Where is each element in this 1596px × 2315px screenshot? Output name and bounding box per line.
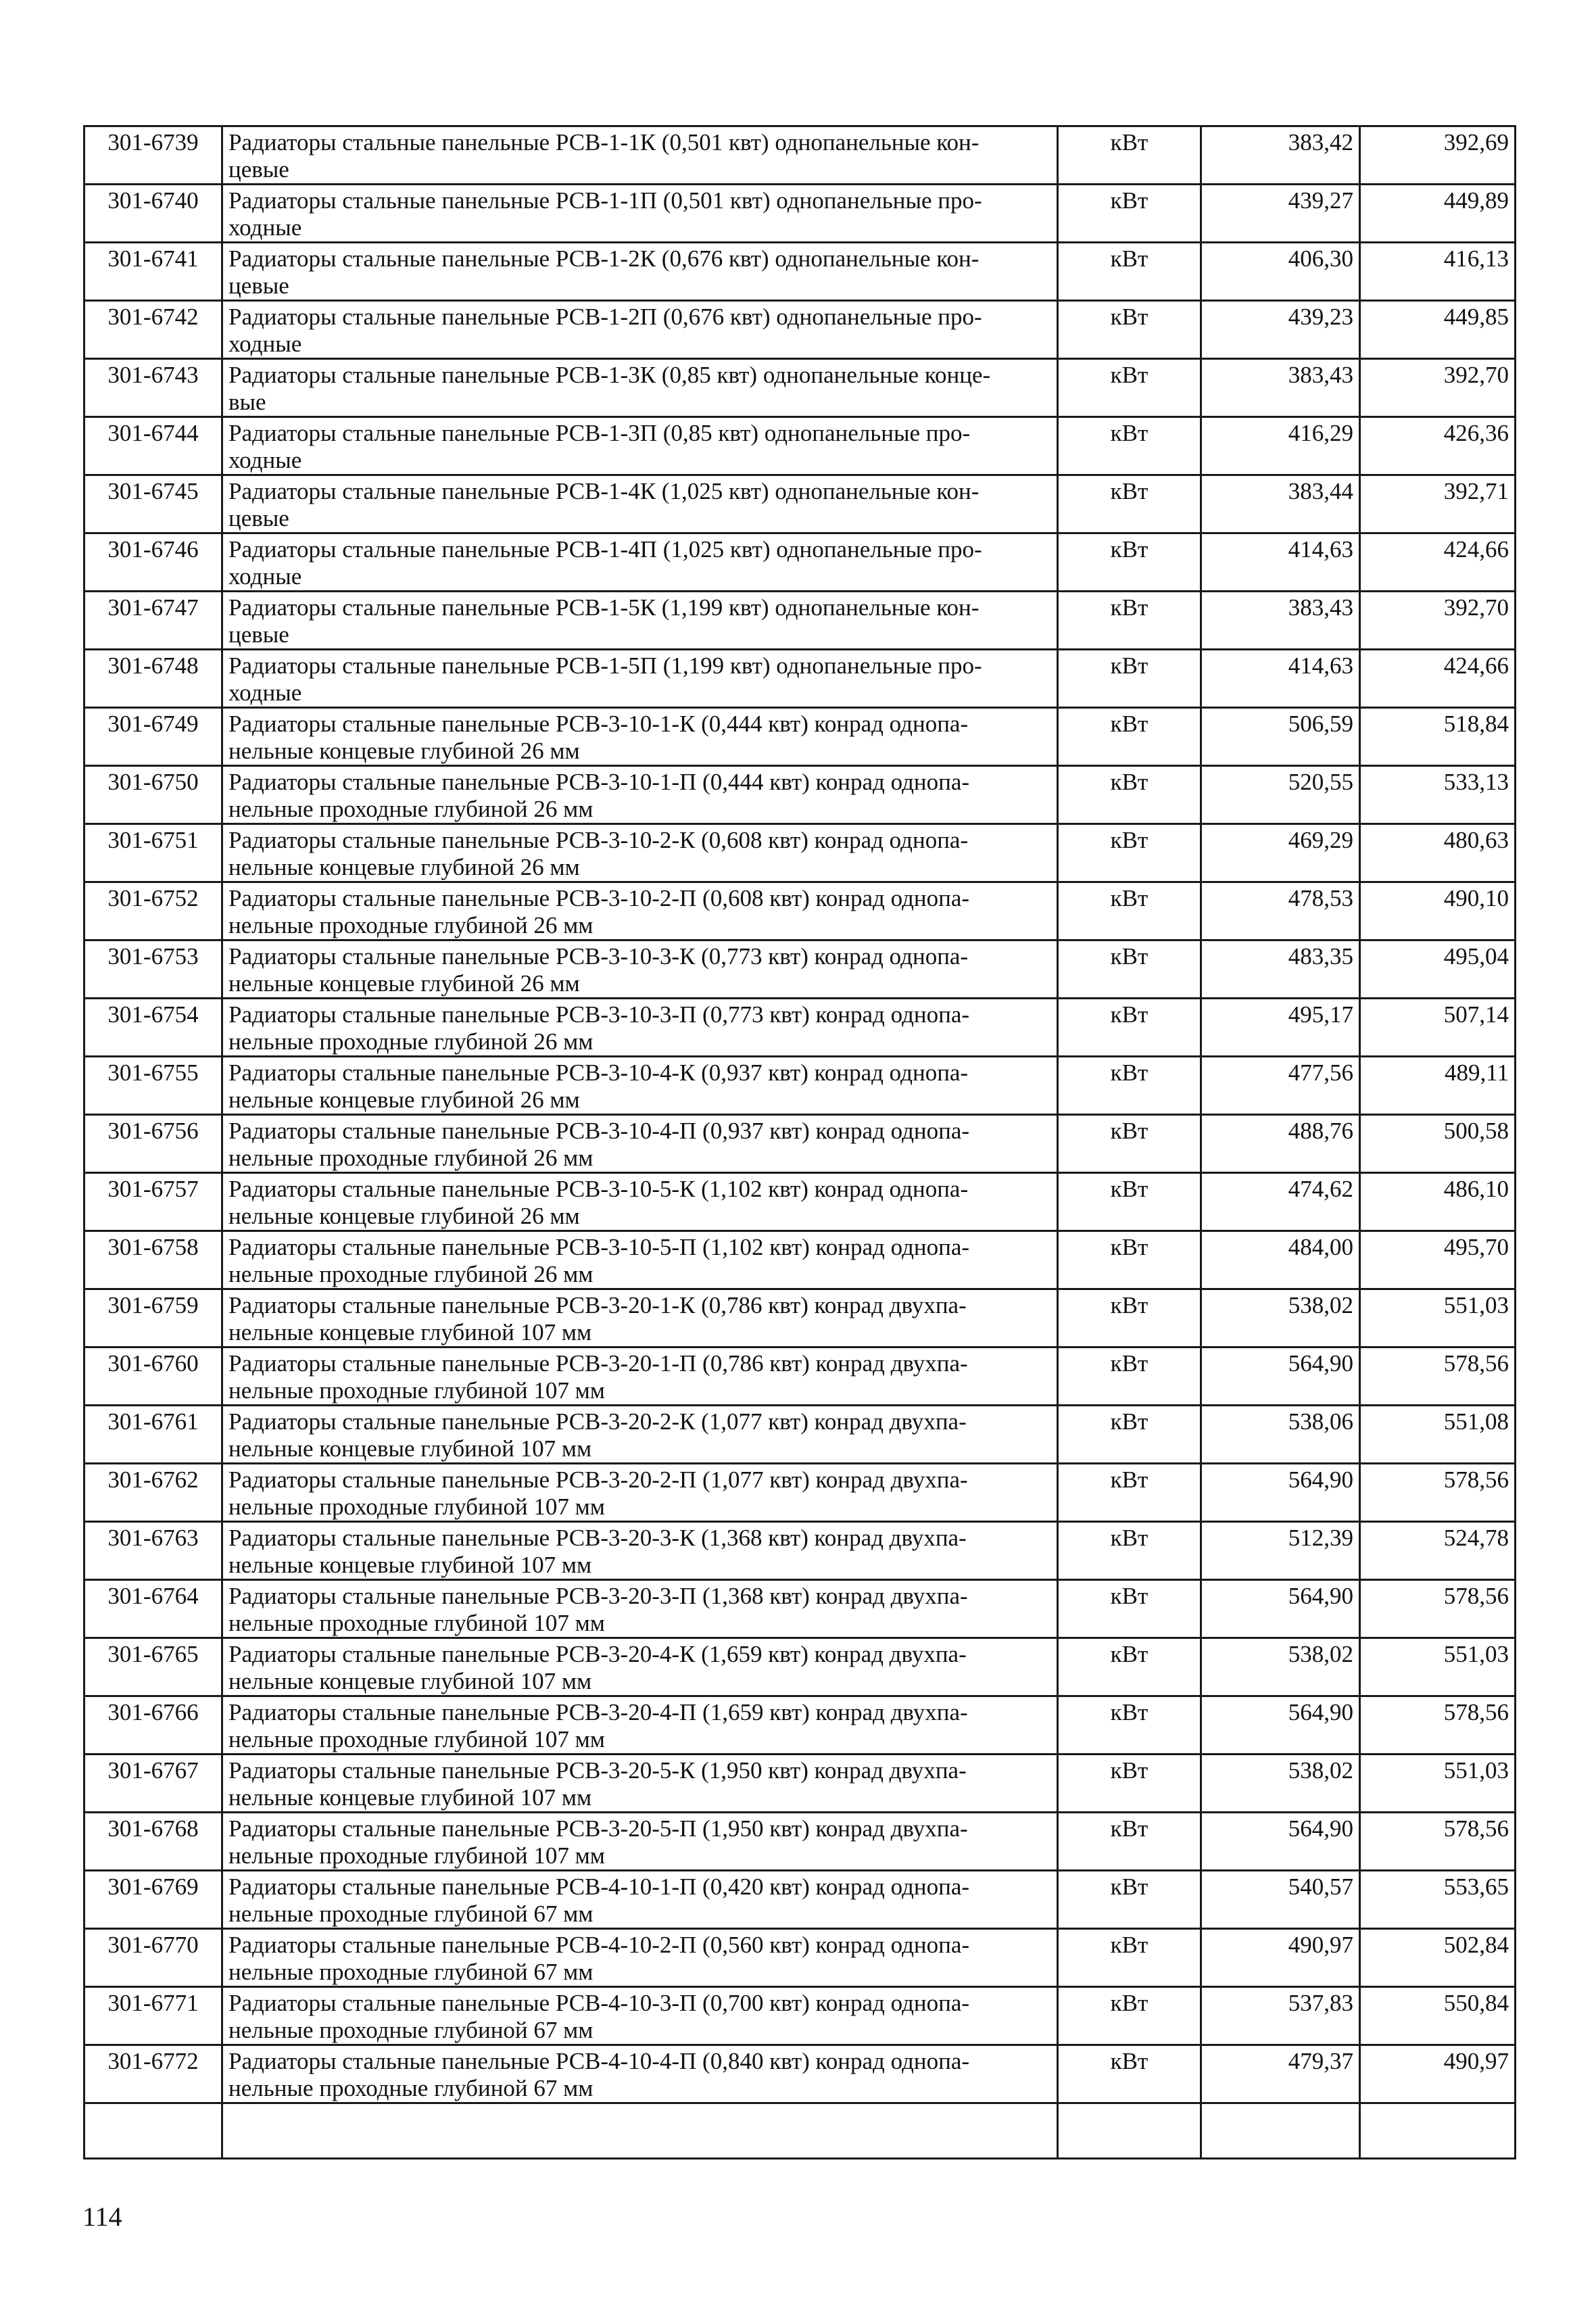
price-2-cell: 489,11 (1360, 1057, 1516, 1115)
item-description-cell (222, 243, 1058, 301)
description-line: Радиаторы стальные панельные РСВ-3-10-1-П (0,444 квт) конрад однопа- (228, 769, 970, 795)
page-number: 114 (82, 2201, 122, 2232)
price-2-cell: 486,10 (1360, 1173, 1516, 1231)
item-description-cell (222, 1813, 1058, 1871)
item-code-cell: 301-6741 (84, 243, 222, 301)
description-line: Радиаторы стальные панельные РСВ-3-10-3-П (0,773 квт) конрад однопа- (228, 1001, 970, 1028)
item-description-cell (222, 417, 1058, 475)
item-description-cell (222, 1638, 1058, 1696)
item-code-cell: 301-6763 (84, 1522, 222, 1580)
unit-cell: кВт (1058, 882, 1201, 940)
item-description-cell (222, 1347, 1058, 1406)
price-1-cell: 416,29 (1201, 417, 1360, 475)
unit-cell: кВт (1058, 2045, 1201, 2103)
table-row (84, 766, 1516, 824)
description-line: Радиаторы стальные панельные РСВ-3-10-5-К (1,102 квт) конрад однопа- (228, 1176, 969, 1202)
table-row (84, 533, 1516, 592)
price-2-cell: 578,56 (1360, 1347, 1516, 1406)
price-2-cell: 495,70 (1360, 1231, 1516, 1289)
item-description-cell (222, 1755, 1058, 1813)
description-line: Радиаторы стальные панельные РСВ-3-20-4-К (1,659 квт) конрад двухпа- (228, 1641, 967, 1667)
table-row (84, 2045, 1516, 2103)
unit-cell: кВт (1058, 1871, 1201, 1929)
unit-cell: кВт (1058, 1580, 1201, 1638)
price-1-cell: 483,35 (1201, 940, 1360, 999)
item-description-cell (222, 475, 1058, 533)
description-line: ходные (228, 563, 302, 590)
price-2-cell: 518,84 (1360, 708, 1516, 766)
price-1-cell: 538,02 (1201, 1755, 1360, 1813)
item-description-cell (222, 1231, 1058, 1289)
price-1-cell: 538,06 (1201, 1406, 1360, 1464)
unit-cell: кВт (1058, 999, 1201, 1057)
item-description-cell (222, 1464, 1058, 1522)
item-code-cell: 301-6747 (84, 592, 222, 650)
table-row (84, 882, 1516, 940)
price-1-cell: 564,90 (1201, 1347, 1360, 1406)
price-2-cell: 392,71 (1360, 475, 1516, 533)
table-row (84, 1638, 1516, 1696)
description-line: Радиаторы стальные панельные РСВ-3-20-1-К (0,786 квт) конрад двухпа- (228, 1292, 967, 1318)
item-code-cell: 301-6761 (84, 1406, 222, 1464)
table-row (84, 417, 1516, 475)
item-code-cell: 301-6744 (84, 417, 222, 475)
unit-cell: кВт (1058, 824, 1201, 882)
price-1-cell: 564,90 (1201, 1464, 1360, 1522)
price-1-cell: 512,39 (1201, 1522, 1360, 1580)
description-line: нельные концевые глубиной 107 мм (228, 1552, 592, 1578)
description-line: нельные проходные глубиной 67 мм (228, 1959, 594, 1985)
price-2-cell: 495,04 (1360, 940, 1516, 999)
unit-cell: кВт (1058, 533, 1201, 592)
price-2-cell: 490,97 (1360, 2045, 1516, 2103)
price-2-cell: 480,63 (1360, 824, 1516, 882)
description-line: нельные проходные глубиной 107 мм (228, 1494, 605, 1520)
description-line: нельные концевые глубиной 26 мм (228, 1203, 580, 1229)
item-code-cell: 301-6766 (84, 1696, 222, 1755)
item-code-cell: 301-6765 (84, 1638, 222, 1696)
price-table (83, 125, 1516, 2159)
unit-cell: кВт (1058, 1057, 1201, 1115)
unit-cell: кВт (1058, 592, 1201, 650)
description-line: Радиаторы стальные панельные РСВ-1-4П (1,025 квт) однопанельные про- (228, 536, 982, 563)
unit-cell: кВт (1058, 126, 1201, 185)
description-line: ходные (228, 447, 302, 473)
description-line: Радиаторы стальные панельные РСВ-3-10-4-П (0,937 квт) конрад однопа- (228, 1118, 970, 1144)
description-line: нельные концевые глубиной 26 мм (228, 854, 580, 880)
price-2-cell: 392,69 (1360, 126, 1516, 185)
price-2-cell: 533,13 (1360, 766, 1516, 824)
item-code-cell: 301-6743 (84, 359, 222, 417)
description-line: нельные концевые глубиной 26 мм (228, 970, 580, 997)
item-code-cell: 301-6757 (84, 1173, 222, 1231)
item-code-cell: 301-6764 (84, 1580, 222, 1638)
price-1-cell: 488,76 (1201, 1115, 1360, 1173)
price-1-cell: 383,43 (1201, 592, 1360, 650)
item-code-cell: 301-6751 (84, 824, 222, 882)
empty-cell (222, 2103, 1058, 2159)
table-row (84, 1406, 1516, 1464)
description-line: Радиаторы стальные панельные РСВ-1-1П (0,501 квт) однопанельные про- (228, 187, 982, 214)
table-row (84, 1115, 1516, 1173)
description-line: цевые (228, 272, 289, 299)
unit-cell: кВт (1058, 359, 1201, 417)
item-code-cell: 301-6772 (84, 2045, 222, 2103)
table-row (84, 301, 1516, 359)
description-line: нельные концевые глубиной 26 мм (228, 738, 580, 764)
table-row (84, 1231, 1516, 1289)
description-line: нельные проходные глубиной 107 мм (228, 1610, 605, 1636)
unit-cell: кВт (1058, 1522, 1201, 1580)
table-row (84, 650, 1516, 708)
unit-cell: кВт (1058, 1755, 1201, 1813)
item-code-cell: 301-6739 (84, 126, 222, 185)
empty-cell (1201, 2103, 1360, 2159)
unit-cell: кВт (1058, 1813, 1201, 1871)
price-1-cell: 495,17 (1201, 999, 1360, 1057)
description-line: Радиаторы стальные панельные РСВ-3-20-5-К (1,950 квт) конрад двухпа- (228, 1757, 967, 1784)
item-code-cell: 301-6762 (84, 1464, 222, 1522)
item-description-cell (222, 999, 1058, 1057)
item-code-cell: 301-6740 (84, 185, 222, 243)
price-1-cell: 484,00 (1201, 1231, 1360, 1289)
table-row (84, 708, 1516, 766)
item-description-cell (222, 1580, 1058, 1638)
description-line: ходные (228, 214, 302, 241)
price-2-cell: 524,78 (1360, 1522, 1516, 1580)
price-1-cell: 439,23 (1201, 301, 1360, 359)
price-1-cell: 478,53 (1201, 882, 1360, 940)
item-description-cell (222, 1115, 1058, 1173)
description-line: Радиаторы стальные панельные РСВ-3-20-3-К (1,368 квт) конрад двухпа- (228, 1525, 967, 1551)
item-description-cell (222, 533, 1058, 592)
item-code-cell: 301-6758 (84, 1231, 222, 1289)
empty-cell (84, 2103, 222, 2159)
price-2-cell: 416,13 (1360, 243, 1516, 301)
description-line: Радиаторы стальные панельные РСВ-1-2П (0,676 квт) однопанельные про- (228, 304, 982, 330)
price-2-cell: 551,03 (1360, 1755, 1516, 1813)
description-line: Радиаторы стальные панельные РСВ-3-20-3-П (1,368 квт) конрад двухпа- (228, 1583, 968, 1609)
description-line: Радиаторы стальные панельные РСВ-1-3П (0,85 квт) однопанельные про- (228, 420, 971, 446)
description-line: нельные концевые глубиной 26 мм (228, 1087, 580, 1113)
description-line: цевые (228, 505, 289, 531)
description-line: Радиаторы стальные панельные РСВ-4-10-1-П (0,420 квт) конрад однопа- (228, 1874, 970, 1900)
unit-cell: кВт (1058, 650, 1201, 708)
unit-cell: кВт (1058, 1929, 1201, 1987)
description-line: Радиаторы стальные панельные РСВ-1-5К (1,199 квт) однопанельные кон- (228, 594, 980, 621)
description-line: нельные проходные глубиной 67 мм (228, 2075, 594, 2101)
unit-cell: кВт (1058, 301, 1201, 359)
price-2-cell: 392,70 (1360, 359, 1516, 417)
price-2-cell: 424,66 (1360, 533, 1516, 592)
description-line: нельные проходные глубиной 67 мм (228, 2017, 594, 2043)
item-code-cell: 301-6767 (84, 1755, 222, 1813)
item-description-cell (222, 1929, 1058, 1987)
price-2-cell: 424,66 (1360, 650, 1516, 708)
description-line: Радиаторы стальные панельные РСВ-1-2К (0,676 квт) однопанельные кон- (228, 245, 980, 272)
table-row (84, 1987, 1516, 2045)
item-code-cell: 301-6753 (84, 940, 222, 999)
price-2-cell: 551,03 (1360, 1638, 1516, 1696)
price-2-cell: 449,89 (1360, 185, 1516, 243)
item-description-cell (222, 882, 1058, 940)
item-code-cell: 301-6756 (84, 1115, 222, 1173)
price-1-cell: 506,59 (1201, 708, 1360, 766)
description-line: Радиаторы стальные панельные РСВ-1-5П (1,199 квт) однопанельные про- (228, 652, 982, 679)
item-code-cell: 301-6752 (84, 882, 222, 940)
description-line: Радиаторы стальные панельные РСВ-3-10-2-К (0,608 квт) конрад однопа- (228, 827, 969, 853)
item-description-cell (222, 940, 1058, 999)
table-row (84, 1696, 1516, 1755)
description-line: цевые (228, 156, 289, 183)
price-1-cell: 540,57 (1201, 1871, 1360, 1929)
price-1-cell: 538,02 (1201, 1638, 1360, 1696)
description-line: Радиаторы стальные панельные РСВ-1-1К (0,501 квт) однопанельные кон- (228, 129, 980, 156)
table-row (84, 1057, 1516, 1115)
price-1-cell: 383,43 (1201, 359, 1360, 417)
price-1-cell: 414,63 (1201, 650, 1360, 708)
unit-cell: кВт (1058, 940, 1201, 999)
price-2-cell: 507,14 (1360, 999, 1516, 1057)
table-row (84, 1580, 1516, 1638)
item-description-cell (222, 1871, 1058, 1929)
description-line: нельные проходные глубиной 26 мм (228, 912, 594, 938)
unit-cell: кВт (1058, 1347, 1201, 1406)
price-2-cell: 578,56 (1360, 1696, 1516, 1755)
price-1-cell: 469,29 (1201, 824, 1360, 882)
description-line: нельные концевые глубиной 107 мм (228, 1784, 592, 1811)
table-row (84, 1871, 1516, 1929)
item-description-cell (222, 1696, 1058, 1755)
unit-cell: кВт (1058, 1115, 1201, 1173)
item-code-cell: 301-6768 (84, 1813, 222, 1871)
description-line: ходные (228, 331, 302, 357)
item-description-cell (222, 2045, 1058, 2103)
price-1-cell: 564,90 (1201, 1580, 1360, 1638)
description-line: Радиаторы стальные панельные РСВ-3-10-3-К (0,773 квт) конрад однопа- (228, 943, 969, 970)
description-line: нельные проходные глубиной 107 мм (228, 1842, 605, 1869)
description-line: Радиаторы стальные панельные РСВ-3-20-2-П (1,077 квт) конрад двухпа- (228, 1466, 968, 1493)
price-1-cell: 490,97 (1201, 1929, 1360, 1987)
table-row (84, 999, 1516, 1057)
table-row (84, 185, 1516, 243)
price-2-cell: 502,84 (1360, 1929, 1516, 1987)
description-line: Радиаторы стальные панельные РСВ-4-10-2-П (0,560 квт) конрад однопа- (228, 1932, 970, 1958)
table-row (84, 824, 1516, 882)
unit-cell: кВт (1058, 1289, 1201, 1347)
price-1-cell: 383,44 (1201, 475, 1360, 533)
description-line: цевые (228, 621, 289, 648)
description-line: Радиаторы стальные панельные РСВ-3-20-4-П (1,659 квт) конрад двухпа- (228, 1699, 968, 1725)
description-line: нельные проходные глубиной 26 мм (228, 1028, 594, 1055)
item-description-cell (222, 824, 1058, 882)
price-1-cell: 537,83 (1201, 1987, 1360, 2045)
description-line: нельные проходные глубиной 107 мм (228, 1726, 605, 1752)
item-code-cell: 301-6749 (84, 708, 222, 766)
unit-cell: кВт (1058, 475, 1201, 533)
item-description-cell (222, 126, 1058, 185)
table-row (84, 359, 1516, 417)
unit-cell: кВт (1058, 243, 1201, 301)
table-row (84, 126, 1516, 185)
unit-cell: кВт (1058, 1987, 1201, 2045)
item-code-cell: 301-6748 (84, 650, 222, 708)
item-description-cell (222, 1406, 1058, 1464)
price-2-cell: 449,85 (1360, 301, 1516, 359)
table-row (84, 940, 1516, 999)
item-code-cell: 301-6746 (84, 533, 222, 592)
description-line: Радиаторы стальные панельные РСВ-3-20-2-К (1,077 квт) конрад двухпа- (228, 1408, 967, 1435)
description-line: нельные проходные глубиной 67 мм (228, 1901, 594, 1927)
price-table-body (84, 126, 1516, 2159)
price-2-cell: 392,70 (1360, 592, 1516, 650)
price-2-cell: 578,56 (1360, 1580, 1516, 1638)
description-line: Радиаторы стальные панельные РСВ-4-10-4-П (0,840 квт) конрад однопа- (228, 2048, 970, 2074)
description-line: нельные концевые глубиной 107 мм (228, 1668, 592, 1694)
unit-cell: кВт (1058, 1406, 1201, 1464)
price-1-cell: 520,55 (1201, 766, 1360, 824)
price-2-cell: 551,03 (1360, 1289, 1516, 1347)
item-description-cell (222, 766, 1058, 824)
description-line: Радиаторы стальные панельные РСВ-3-10-4-К (0,937 квт) конрад однопа- (228, 1059, 969, 1086)
description-line: вые (228, 389, 266, 415)
table-row (84, 1522, 1516, 1580)
price-2-cell: 550,84 (1360, 1987, 1516, 2045)
item-description-cell (222, 1289, 1058, 1347)
table-row (84, 243, 1516, 301)
price-1-cell: 479,37 (1201, 2045, 1360, 2103)
description-line: Радиаторы стальные панельные РСВ-1-3К (0,85 квт) однопанельные конце- (228, 362, 991, 388)
table-row (84, 1347, 1516, 1406)
unit-cell: кВт (1058, 417, 1201, 475)
description-line: ходные (228, 679, 302, 706)
price-1-cell: 383,42 (1201, 126, 1360, 185)
item-description-cell (222, 1987, 1058, 2045)
description-line: Радиаторы стальные панельные РСВ-4-10-3-П (0,700 квт) конрад однопа- (228, 1990, 970, 2016)
table-row (84, 1755, 1516, 1813)
table-row (84, 475, 1516, 533)
price-1-cell: 439,27 (1201, 185, 1360, 243)
price-1-cell: 564,90 (1201, 1696, 1360, 1755)
item-code-cell: 301-6771 (84, 1987, 222, 2045)
item-code-cell: 301-6745 (84, 475, 222, 533)
item-code-cell: 301-6760 (84, 1347, 222, 1406)
description-line: Радиаторы стальные панельные РСВ-3-10-2-П (0,608 квт) конрад однопа- (228, 885, 970, 911)
item-code-cell: 301-6750 (84, 766, 222, 824)
price-2-cell: 426,36 (1360, 417, 1516, 475)
description-line: нельные концевые глубиной 107 мм (228, 1435, 592, 1462)
item-code-cell: 301-6755 (84, 1057, 222, 1115)
price-1-cell: 564,90 (1201, 1813, 1360, 1871)
item-code-cell: 301-6742 (84, 301, 222, 359)
price-1-cell: 474,62 (1201, 1173, 1360, 1231)
item-description-cell (222, 185, 1058, 243)
unit-cell: кВт (1058, 1231, 1201, 1289)
unit-cell: кВт (1058, 1696, 1201, 1755)
unit-cell: кВт (1058, 766, 1201, 824)
item-code-cell: 301-6754 (84, 999, 222, 1057)
item-description-cell (222, 650, 1058, 708)
price-1-cell: 414,63 (1201, 533, 1360, 592)
price-2-cell: 553,65 (1360, 1871, 1516, 1929)
item-description-cell (222, 708, 1058, 766)
item-description-cell (222, 1057, 1058, 1115)
table-row (84, 1289, 1516, 1347)
price-2-cell: 490,10 (1360, 882, 1516, 940)
price-1-cell: 406,30 (1201, 243, 1360, 301)
unit-cell: кВт (1058, 1464, 1201, 1522)
description-line: нельные концевые глубиной 107 мм (228, 1319, 592, 1345)
price-1-cell: 538,02 (1201, 1289, 1360, 1347)
price-1-cell: 477,56 (1201, 1057, 1360, 1115)
description-line: нельные проходные глубиной 26 мм (228, 1145, 594, 1171)
item-description-cell (222, 592, 1058, 650)
unit-cell: кВт (1058, 1173, 1201, 1231)
table-row (84, 1464, 1516, 1522)
description-line: Радиаторы стальные панельные РСВ-3-20-5-П (1,950 квт) конрад двухпа- (228, 1815, 968, 1842)
description-line: Радиаторы стальные панельные РСВ-3-10-1-К (0,444 квт) конрад однопа- (228, 711, 969, 737)
item-code-cell: 301-6759 (84, 1289, 222, 1347)
empty-cell (1058, 2103, 1201, 2159)
description-line: Радиаторы стальные панельные РСВ-3-20-1-П (0,786 квт) конрад двухпа- (228, 1350, 968, 1377)
price-2-cell: 578,56 (1360, 1464, 1516, 1522)
item-description-cell (222, 1522, 1058, 1580)
unit-cell: кВт (1058, 1638, 1201, 1696)
price-2-cell: 500,58 (1360, 1115, 1516, 1173)
item-description-cell (222, 301, 1058, 359)
table-row (84, 592, 1516, 650)
description-line: нельные проходные глубиной 26 мм (228, 1261, 594, 1287)
description-line: нельные проходные глубиной 107 мм (228, 1377, 605, 1404)
price-2-cell: 578,56 (1360, 1813, 1516, 1871)
unit-cell: кВт (1058, 708, 1201, 766)
table-row (84, 1929, 1516, 1987)
item-code-cell: 301-6769 (84, 1871, 222, 1929)
unit-cell: кВт (1058, 185, 1201, 243)
item-code-cell: 301-6770 (84, 1929, 222, 1987)
description-line: нельные проходные глубиной 26 мм (228, 796, 594, 822)
price-2-cell: 551,08 (1360, 1406, 1516, 1464)
description-line: Радиаторы стальные панельные РСВ-3-10-5-П (1,102 квт) конрад однопа- (228, 1234, 970, 1260)
description-line: Радиаторы стальные панельные РСВ-1-4К (1,025 квт) однопанельные кон- (228, 478, 980, 504)
item-description-cell (222, 1173, 1058, 1231)
empty-cell (1360, 2103, 1516, 2159)
item-description-cell (222, 359, 1058, 417)
table-row (84, 1813, 1516, 1871)
table-bottom-spacer (84, 2103, 1516, 2159)
table-row (84, 1173, 1516, 1231)
